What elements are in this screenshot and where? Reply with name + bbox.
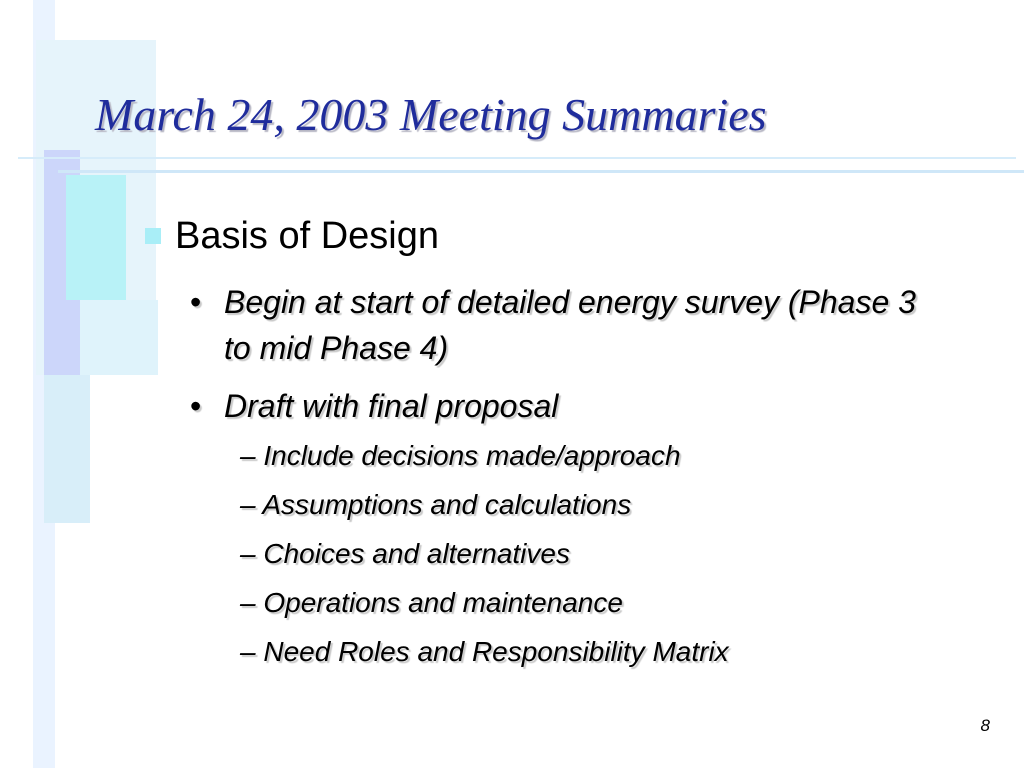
- bullet-level3: [240, 489, 631, 521]
- dash-icon: –: [240, 538, 256, 569]
- dash-icon: –: [240, 440, 256, 471]
- bullet-level3: [240, 587, 623, 619]
- bullet-level3-text: Assumptions and calculations: [262, 489, 632, 520]
- bullet-level3-text: Include decisions made/approach: [263, 440, 681, 471]
- slide-title: March 24, 2003 Meeting Summaries: [95, 89, 767, 140]
- bullet-level1: [145, 215, 439, 258]
- bullet-level3-text: Choices and alternatives: [263, 538, 570, 569]
- bullet-dot-icon: •: [190, 388, 202, 424]
- bullet-level3: [240, 636, 729, 668]
- bullet-level2: [190, 279, 924, 371]
- dash-icon: –: [240, 587, 256, 618]
- page-number: 8: [980, 716, 990, 735]
- dash-icon: –: [240, 489, 256, 520]
- bullet-dot-icon: •: [190, 284, 202, 320]
- dash-icon: –: [240, 636, 256, 667]
- bullet-level2: [190, 383, 924, 429]
- bullet-level1-text: Basis of Design: [175, 215, 440, 257]
- bullet-level2-text: Draft with final proposal: [224, 388, 559, 424]
- square-bullet-icon: [145, 228, 161, 244]
- bullet-level2-text: Begin at start of detailed energy survey (Phase 3 to mid Phase 4): [224, 284, 916, 366]
- bullet-level3: [240, 538, 570, 570]
- bullet-level3: [240, 440, 681, 472]
- bullet-level3-text: Need Roles and Responsibility Matrix: [263, 636, 729, 667]
- bullet-level3-text: Operations and maintenance: [263, 587, 623, 618]
